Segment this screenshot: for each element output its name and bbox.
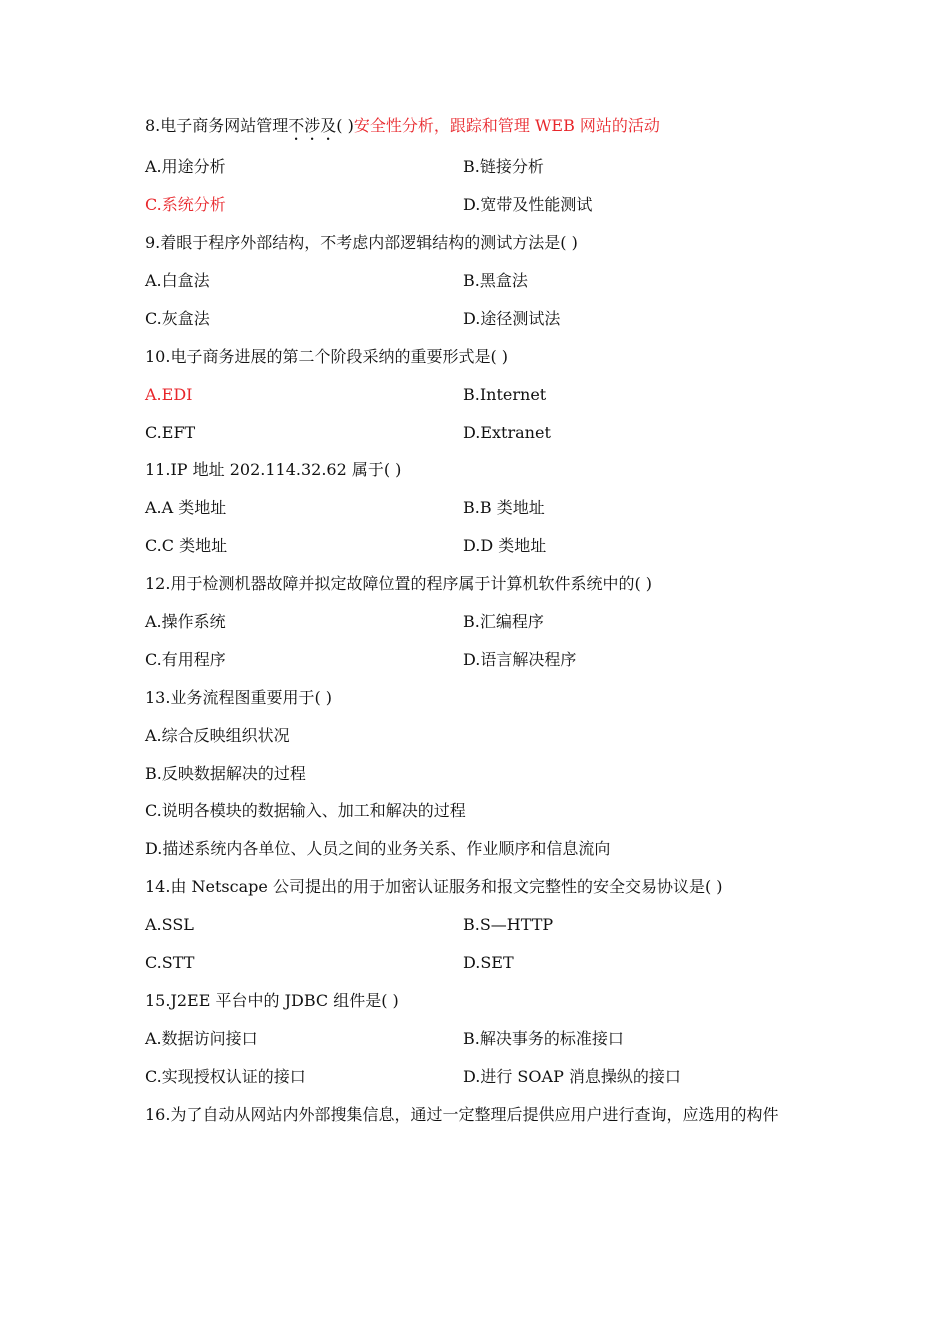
question-12-option-c: C.有用程序: [145, 650, 226, 669]
question-10: 10.电子商务进展的第二个阶段采纳的重要形式是( ): [145, 347, 509, 366]
question-14-option-a: A.SSL: [145, 915, 194, 934]
question-10-option-a: A.EDI: [145, 385, 193, 404]
question-10-option-b: B.Internet: [463, 385, 547, 404]
question-9-option-c: C.灰盒法: [145, 309, 210, 328]
question-11-option-a: A.A 类地址: [145, 498, 227, 517]
question-15-option-d: D.进行 SOAP 消息操纵的接口: [463, 1067, 681, 1086]
question-8-option-d: D.宽带及性能测试: [463, 195, 593, 214]
question-15: 15.J2EE 平台中的 JDBC 组件是( ): [145, 991, 399, 1010]
question-12: 12.用于检测机器故障并拟定故障位置的程序属于计算机软件系统中的( ): [145, 574, 653, 593]
question-13-option-c: C.说明各模块的数据输入、加工和解决的过程: [145, 801, 466, 820]
question-16: 16.为了自动从网站内外部搜集信息，通过一定整理后提供应用户进行查询，应选用的构件: [145, 1105, 779, 1124]
question-11-option-b: B.B 类地址: [463, 498, 545, 517]
question-14-option-c: C.STT: [145, 953, 195, 972]
question-8-emphasis: 不涉及: [288, 116, 337, 135]
question-13-option-d: D.描述系统内各单位、人员之间的业务关系、作业顺序和信息流向: [145, 839, 611, 858]
question-10-option-c: C.EFT: [145, 423, 196, 442]
question-9-option-d: D.途径测试法: [463, 309, 561, 328]
question-12-option-a: A.操作系统: [145, 612, 226, 631]
question-8-prefix: 8.电子商务网站管理: [145, 116, 289, 135]
question-8: [145, 116, 845, 144]
question-13: 13.业务流程图重要用于( ): [145, 688, 333, 707]
question-13-option-b: B.反映数据解决的过程: [145, 764, 306, 783]
question-12-option-d: D.语言解决程序: [463, 650, 577, 669]
question-8-blank: ( ): [336, 116, 354, 135]
question-15-option-b: B.解决事务的标准接口: [463, 1029, 624, 1048]
question-9: 9.着眼于程序外部结构，不考虑内部逻辑结构的测试方法是( ): [145, 233, 578, 252]
question-11-option-d: D.D 类地址: [463, 536, 547, 555]
question-14-option-b: B.S—HTTP: [463, 915, 554, 934]
question-9-option-a: A.白盒法: [145, 271, 210, 290]
question-12-option-b: B.汇编程序: [463, 612, 544, 631]
question-11-option-c: C.C 类地址: [145, 536, 228, 555]
question-10-option-d: D.Extranet: [463, 423, 551, 442]
question-8-option-c: C.系统分析: [145, 195, 226, 214]
question-8-option-b: B.链接分析: [463, 157, 544, 176]
question-14: 14.由 Netscape 公司提出的用于加密认证服务和报文完整性的安全交易协议是( ): [145, 877, 723, 896]
question-11: 11.IP 地址 202.114.32.62 属于( ): [145, 460, 402, 479]
question-8-answer-note: 安全性分析，跟踪和管理 WEB 网站的活动: [353, 116, 660, 135]
question-14-option-d: D.SET: [463, 953, 514, 972]
question-15-option-a: A.数据访问接口: [145, 1029, 258, 1048]
question-9-option-b: B.黑盒法: [463, 271, 528, 290]
question-13-option-a: A.综合反映组织状况: [145, 726, 290, 745]
question-8-option-a: A.用途分析: [145, 157, 226, 176]
question-15-option-c: C.实现授权认证的接口: [145, 1067, 306, 1086]
